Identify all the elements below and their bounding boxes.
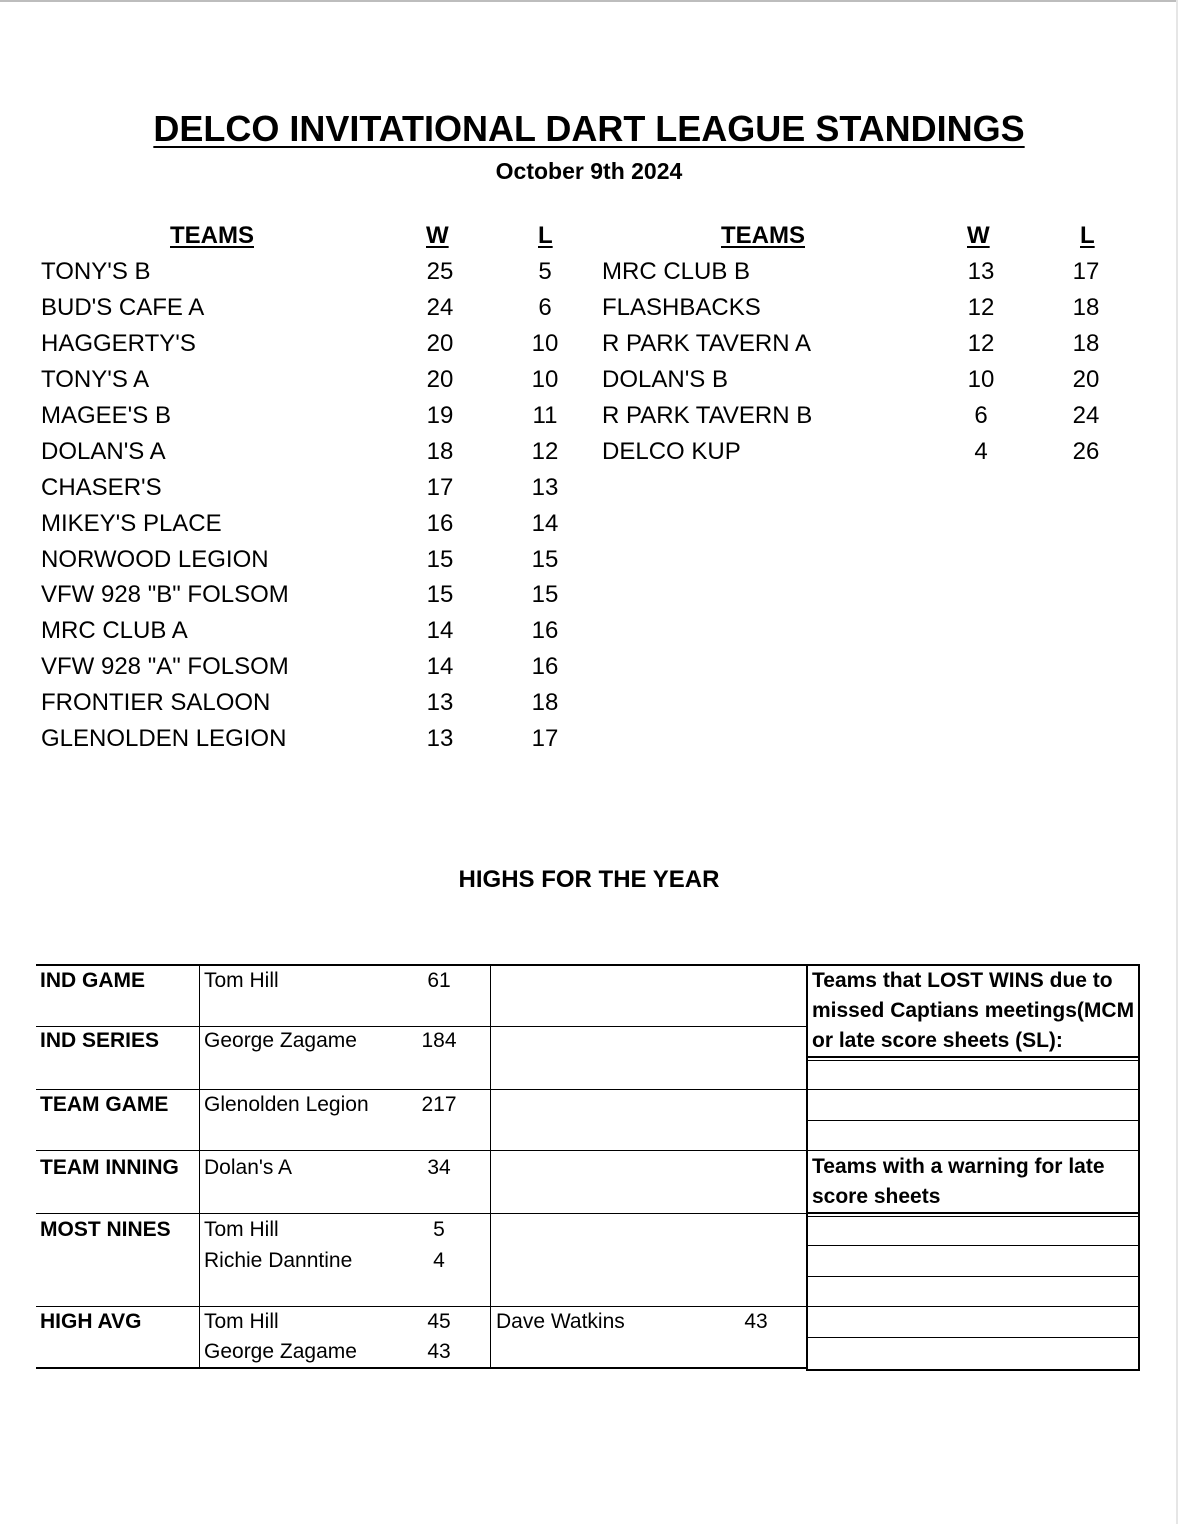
notes-rule bbox=[808, 1089, 1138, 1090]
high-category: IND SERIES bbox=[40, 1029, 160, 1052]
warning-note: Teams with a warning for late score sheets bbox=[812, 1155, 1105, 1208]
high-name: George Zagame bbox=[204, 1340, 357, 1363]
high-name: Tom Hill bbox=[204, 969, 279, 992]
high-category: IND GAME bbox=[40, 969, 145, 992]
notes-rule bbox=[808, 1212, 1138, 1214]
report-date: October 9th 2024 bbox=[495, 158, 683, 184]
notes-rule bbox=[808, 1150, 1138, 1151]
high-value: 43 bbox=[427, 1340, 451, 1363]
lost-wins-note: Teams that LOST WINS due to missed Captians meetings(MCM or late score sheets (SL): bbox=[812, 969, 1135, 1052]
high-category: TEAM GAME bbox=[40, 1093, 169, 1116]
high-value: 5 bbox=[433, 1218, 445, 1241]
high-name-extra: Dave Watkins bbox=[496, 1310, 625, 1333]
highs-title: HIGHS FOR THE YEAR bbox=[458, 866, 720, 893]
notes-rule bbox=[808, 1245, 1138, 1246]
table-rule bbox=[36, 1367, 808, 1369]
high-category: MOST NINES bbox=[40, 1218, 171, 1241]
notes-rule bbox=[808, 1337, 1138, 1338]
page-title: DELCO INVITATIONAL DART LEAGUE STANDINGS bbox=[153, 108, 1025, 149]
high-name: Tom Hill bbox=[204, 1218, 279, 1241]
high-name: Tom Hill bbox=[204, 1310, 279, 1333]
high-value: 217 bbox=[421, 1093, 457, 1116]
teams-header-left: TEAMS bbox=[170, 222, 254, 249]
losses-header-left: L bbox=[538, 222, 553, 249]
high-name: Glenolden Legion bbox=[204, 1093, 369, 1116]
high-name: Richie Danntine bbox=[204, 1249, 353, 1272]
table-col-rule bbox=[199, 964, 200, 1369]
wins-header-right: W bbox=[967, 222, 990, 249]
notes-rule bbox=[808, 1120, 1138, 1121]
high-value: 4 bbox=[433, 1249, 445, 1272]
high-category: TEAM INNING bbox=[40, 1156, 179, 1179]
notes-rule bbox=[808, 1060, 1138, 1061]
table-col-rule bbox=[490, 964, 491, 1369]
high-value: 61 bbox=[427, 969, 451, 992]
high-name: Dolan's A bbox=[204, 1156, 293, 1179]
table-rule bbox=[36, 1150, 808, 1151]
notes-rule bbox=[808, 1056, 1138, 1058]
high-name: George Zagame bbox=[204, 1029, 357, 1052]
high-value: 184 bbox=[421, 1029, 457, 1052]
high-value-extra: 43 bbox=[744, 1310, 768, 1333]
notes-rule bbox=[808, 1276, 1138, 1277]
high-value: 34 bbox=[427, 1156, 451, 1179]
wins-header-left: W bbox=[426, 222, 449, 249]
high-category: HIGH AVG bbox=[40, 1310, 142, 1333]
high-value: 45 bbox=[427, 1310, 451, 1333]
notes-rule bbox=[808, 1306, 1138, 1307]
losses-header-right: L bbox=[1080, 222, 1095, 249]
notes-rule bbox=[808, 1216, 1138, 1217]
teams-header-right: TEAMS bbox=[721, 222, 805, 249]
